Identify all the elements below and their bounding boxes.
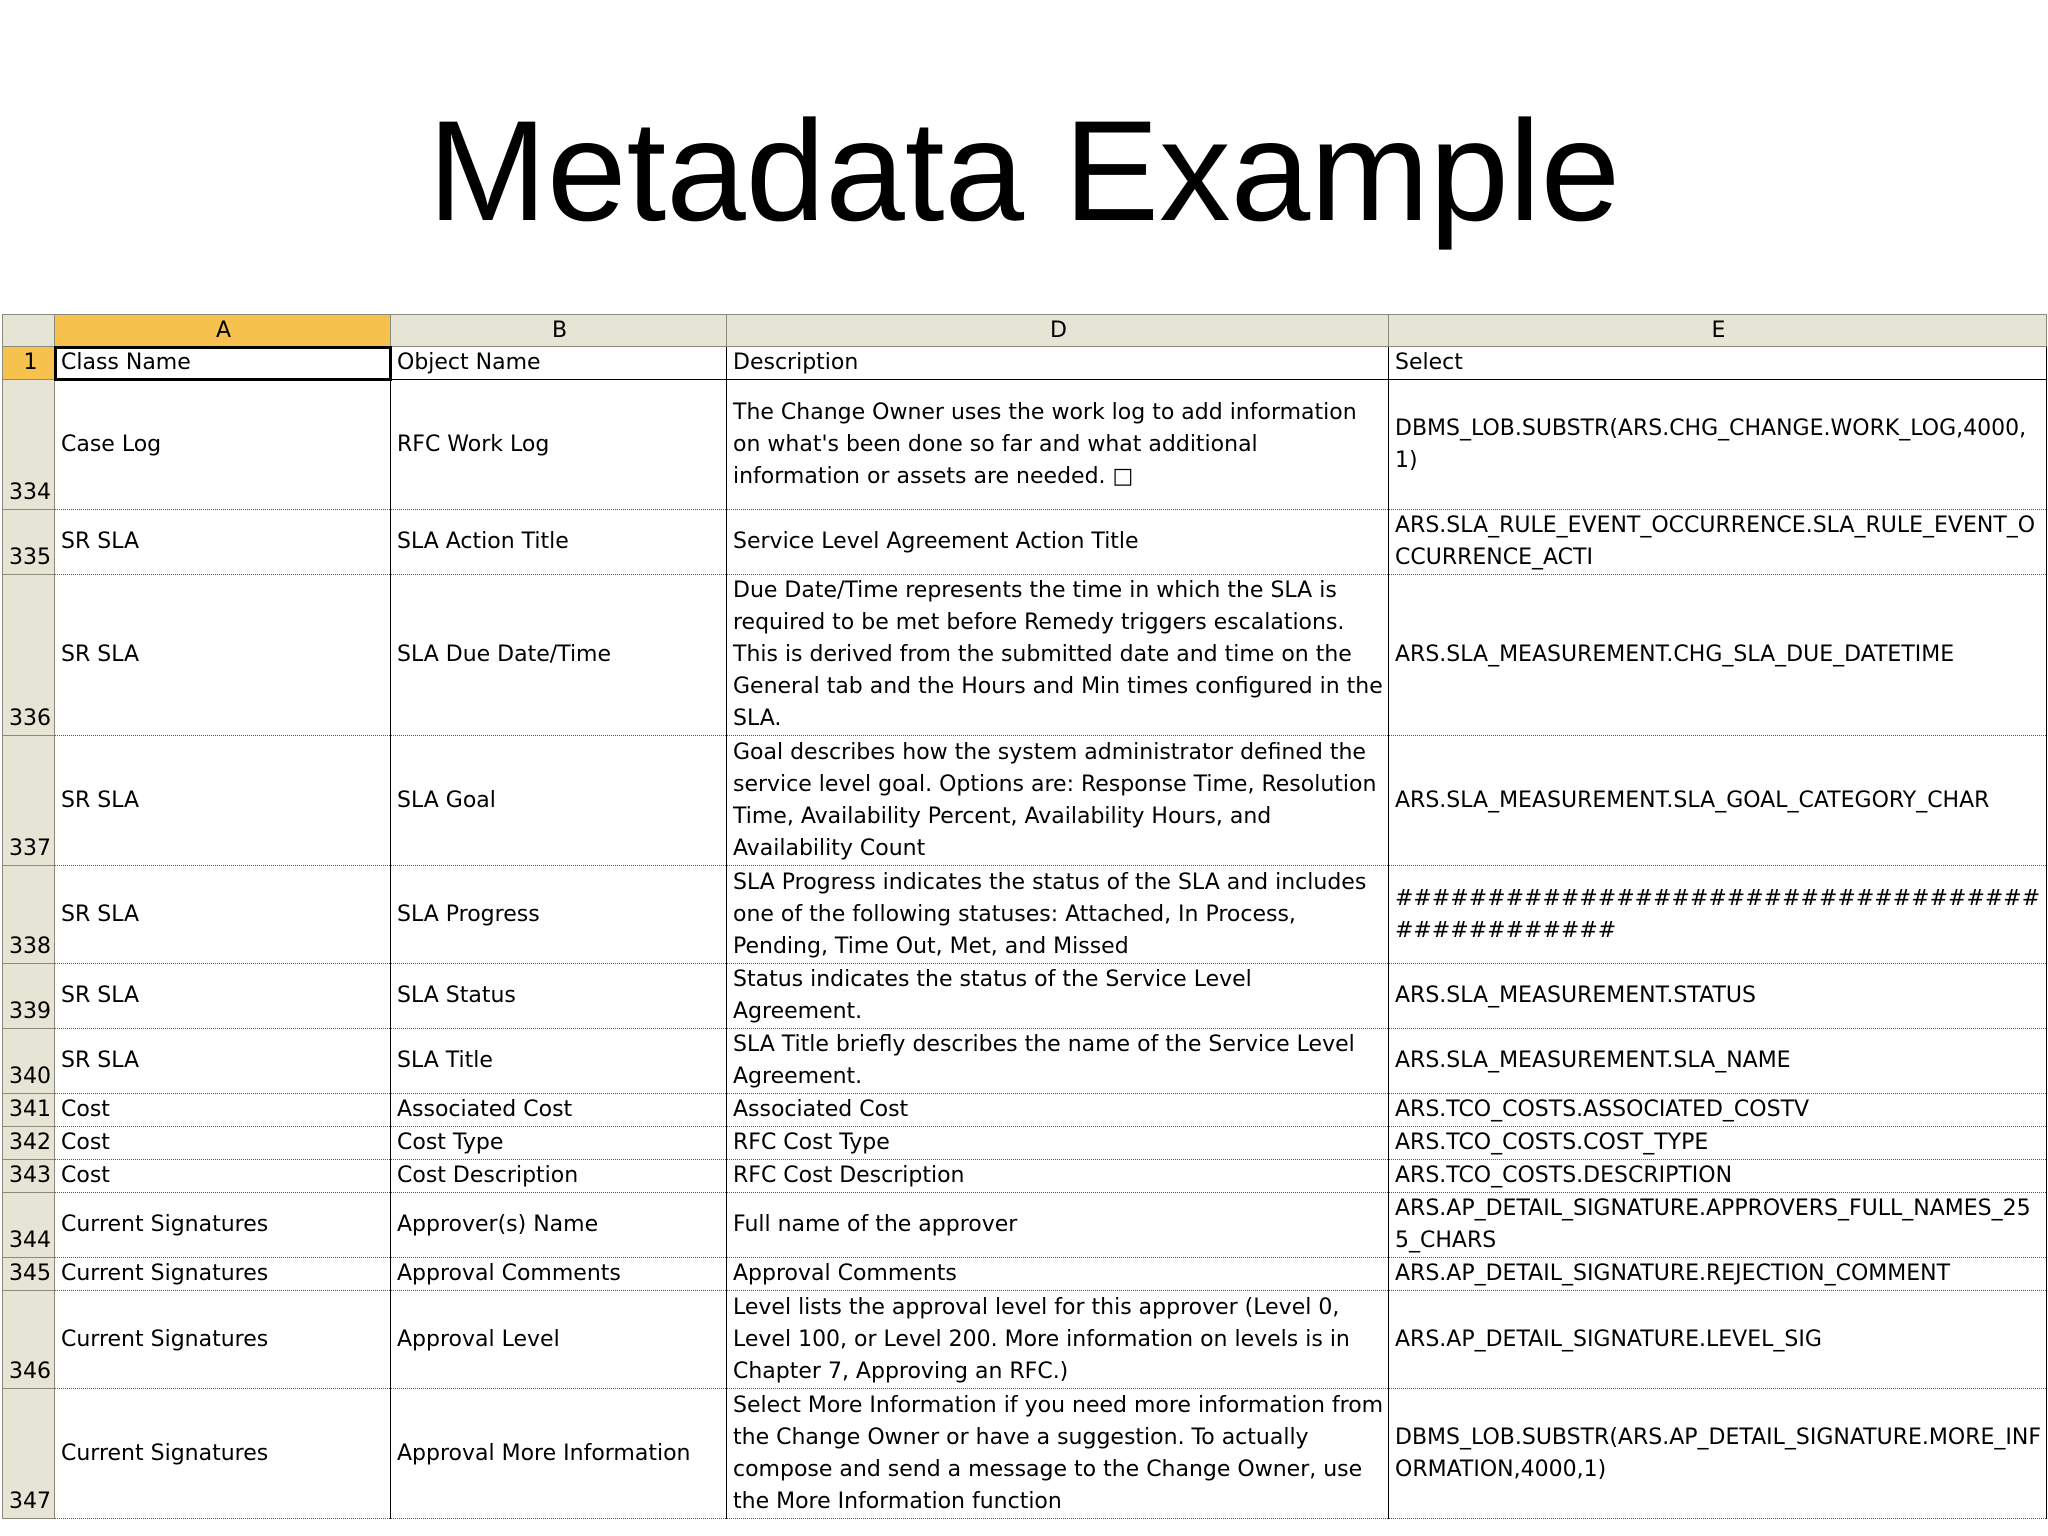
cell-object-name[interactable]: Approval Comments — [391, 1258, 727, 1291]
cell-description[interactable]: Due Date/Time represents the time in which the SLA is required to be met before Remedy triggers escalations. This is derived from the submitted date and time on the General tab and the Hours and Min times configured in the SLA. — [727, 575, 1389, 736]
table-row — [3, 866, 2047, 964]
row-number[interactable]: 347 — [3, 1389, 55, 1519]
column-header-a[interactable]: A — [55, 315, 391, 347]
cell-class-name[interactable]: SR SLA — [55, 964, 391, 1029]
cell-description[interactable]: Status indicates the status of the Service Level Agreement. — [727, 964, 1389, 1029]
cell-description[interactable]: RFC Cost Description — [727, 1160, 1389, 1193]
table-header-row — [3, 347, 2047, 380]
cell-object-name[interactable]: Associated Cost — [391, 1094, 727, 1127]
spreadsheet-table — [2, 314, 2047, 1519]
row-number[interactable]: 338 — [3, 866, 55, 964]
row-number[interactable]: 335 — [3, 510, 55, 575]
table-row — [3, 1389, 2047, 1519]
cell-object-name[interactable]: Cost Description — [391, 1160, 727, 1193]
select-all-corner[interactable] — [3, 315, 55, 347]
cell-select[interactable]: ARS.SLA_MEASUREMENT.SLA_NAME — [1389, 1029, 2047, 1094]
cell-description[interactable]: SLA Progress indicates the status of the SLA and includes one of the following statuses: Attached, In Process, Pending, Time Out, Met, and Missed — [727, 866, 1389, 964]
cell-object-name[interactable]: Approval Level — [391, 1291, 727, 1389]
table-row — [3, 380, 2047, 510]
cell-object-name[interactable]: Cost Type — [391, 1127, 727, 1160]
column-header-row — [3, 315, 2047, 347]
cell-select[interactable]: ARS.SLA_MEASUREMENT.SLA_GOAL_CATEGORY_CHAR — [1389, 736, 2047, 866]
table-row — [3, 1094, 2047, 1127]
cell-description[interactable]: Goal describes how the system administrator defined the service level goal. Options are: Response Time, Resolution Time, Availability Percent, Availability Hours, and Availability Count — [727, 736, 1389, 866]
row-number[interactable]: 343 — [3, 1160, 55, 1193]
cell-object-name[interactable]: SLA Action Title — [391, 510, 727, 575]
cell-class-name[interactable]: SR SLA — [55, 575, 391, 736]
row-number[interactable]: 341 — [3, 1094, 55, 1127]
row-number[interactable]: 336 — [3, 575, 55, 736]
cell-description[interactable]: Level lists the approval level for this approver (Level 0, Level 100, or Level 200. More information on levels is in Chapter 7, Approving an RFC.) — [727, 1291, 1389, 1389]
cell-class-name[interactable]: SR SLA — [55, 866, 391, 964]
cell-object-name[interactable]: Approver(s) Name — [391, 1193, 727, 1258]
cell-select-header[interactable]: Select — [1389, 347, 2047, 380]
cell-class-name[interactable]: SR SLA — [55, 736, 391, 866]
cell-object-name[interactable]: SLA Status — [391, 964, 727, 1029]
table-row — [3, 575, 2047, 736]
cell-class-name[interactable]: Current Signatures — [55, 1291, 391, 1389]
cell-object-name[interactable]: SLA Title — [391, 1029, 727, 1094]
cell-select[interactable]: DBMS_LOB.SUBSTR(ARS.CHG_CHANGE.WORK_LOG,4000,1) — [1389, 380, 2047, 510]
cell-description-header[interactable]: Description — [727, 347, 1389, 380]
row-number[interactable]: 340 — [3, 1029, 55, 1094]
column-header-b[interactable]: B — [391, 315, 727, 347]
cell-select[interactable]: ARS.TCO_COSTS.DESCRIPTION — [1389, 1160, 2047, 1193]
cell-select[interactable]: ARS.SLA_MEASUREMENT.STATUS — [1389, 964, 2047, 1029]
table-row — [3, 1193, 2047, 1258]
cell-select[interactable]: ARS.AP_DETAIL_SIGNATURE.REJECTION_COMMENT — [1389, 1258, 2047, 1291]
row-number[interactable]: 339 — [3, 964, 55, 1029]
cell-class-name[interactable]: Case Log — [55, 380, 391, 510]
cell-class-name[interactable]: Current Signatures — [55, 1193, 391, 1258]
cell-object-name[interactable]: Approval More Information — [391, 1389, 727, 1519]
row-number[interactable]: 334 — [3, 380, 55, 510]
cell-select[interactable]: ARS.AP_DETAIL_SIGNATURE.LEVEL_SIG — [1389, 1291, 2047, 1389]
cell-description[interactable]: Full name of the approver — [727, 1193, 1389, 1258]
cell-class-name[interactable]: Current Signatures — [55, 1389, 391, 1519]
cell-class-name-header[interactable]: Class Name — [55, 347, 391, 380]
table-row — [3, 1160, 2047, 1193]
column-header-e[interactable]: E — [1389, 315, 2047, 347]
row-number[interactable]: 345 — [3, 1258, 55, 1291]
cell-class-name[interactable]: Cost — [55, 1094, 391, 1127]
slide-title: Metadata Example — [427, 92, 1621, 251]
cell-description[interactable]: The Change Owner uses the work log to add information on what's been done so far and what additional information or assets are needed. □ — [727, 380, 1389, 510]
cell-object-name-header[interactable]: Object Name — [391, 347, 727, 380]
row-number[interactable]: 1 — [3, 347, 55, 380]
cell-class-name[interactable]: Current Signatures — [55, 1258, 391, 1291]
cell-object-name[interactable]: RFC Work Log — [391, 380, 727, 510]
cell-class-name[interactable]: Cost — [55, 1160, 391, 1193]
cell-object-name[interactable]: SLA Progress — [391, 866, 727, 964]
cell-object-name[interactable]: SLA Due Date/Time — [391, 575, 727, 736]
table-row — [3, 1258, 2047, 1291]
cell-description[interactable]: Select More Information if you need more information from the Change Owner or have a suggestion. To actually compose and send a message to the Change Owner, use the More Information function — [727, 1389, 1389, 1519]
row-number[interactable]: 346 — [3, 1291, 55, 1389]
table-row — [3, 510, 2047, 575]
table-row — [3, 964, 2047, 1029]
cell-select[interactable]: ############################################### — [1389, 866, 2047, 964]
table-row — [3, 1127, 2047, 1160]
cell-select[interactable]: ARS.SLA_RULE_EVENT_OCCURRENCE.SLA_RULE_EVENT_OCCURRENCE_ACTI — [1389, 510, 2047, 575]
cell-select[interactable]: ARS.AP_DETAIL_SIGNATURE.APPROVERS_FULL_NAMES_255_CHARS — [1389, 1193, 2047, 1258]
cell-class-name[interactable]: SR SLA — [55, 1029, 391, 1094]
column-header-d[interactable]: D — [727, 315, 1389, 347]
cell-select[interactable]: ARS.SLA_MEASUREMENT.CHG_SLA_DUE_DATETIME — [1389, 575, 2047, 736]
cell-select[interactable]: DBMS_LOB.SUBSTR(ARS.AP_DETAIL_SIGNATURE.MORE_INFORMATION,4000,1) — [1389, 1389, 2047, 1519]
cell-description[interactable]: Service Level Agreement Action Title — [727, 510, 1389, 575]
cell-class-name[interactable]: SR SLA — [55, 510, 391, 575]
cell-object-name[interactable]: SLA Goal — [391, 736, 727, 866]
cell-description[interactable]: SLA Title briefly describes the name of the Service Level Agreement. — [727, 1029, 1389, 1094]
cell-description[interactable]: RFC Cost Type — [727, 1127, 1389, 1160]
table-row — [3, 736, 2047, 866]
row-number[interactable]: 342 — [3, 1127, 55, 1160]
row-number[interactable]: 337 — [3, 736, 55, 866]
cell-select[interactable]: ARS.TCO_COSTS.COST_TYPE — [1389, 1127, 2047, 1160]
table-row — [3, 1291, 2047, 1389]
cell-select[interactable]: ARS.TCO_COSTS.ASSOCIATED_COSTV — [1389, 1094, 2047, 1127]
cell-description[interactable]: Associated Cost — [727, 1094, 1389, 1127]
row-number[interactable]: 344 — [3, 1193, 55, 1258]
cell-description[interactable]: Approval Comments — [727, 1258, 1389, 1291]
table-row — [3, 1029, 2047, 1094]
cell-class-name[interactable]: Cost — [55, 1127, 391, 1160]
